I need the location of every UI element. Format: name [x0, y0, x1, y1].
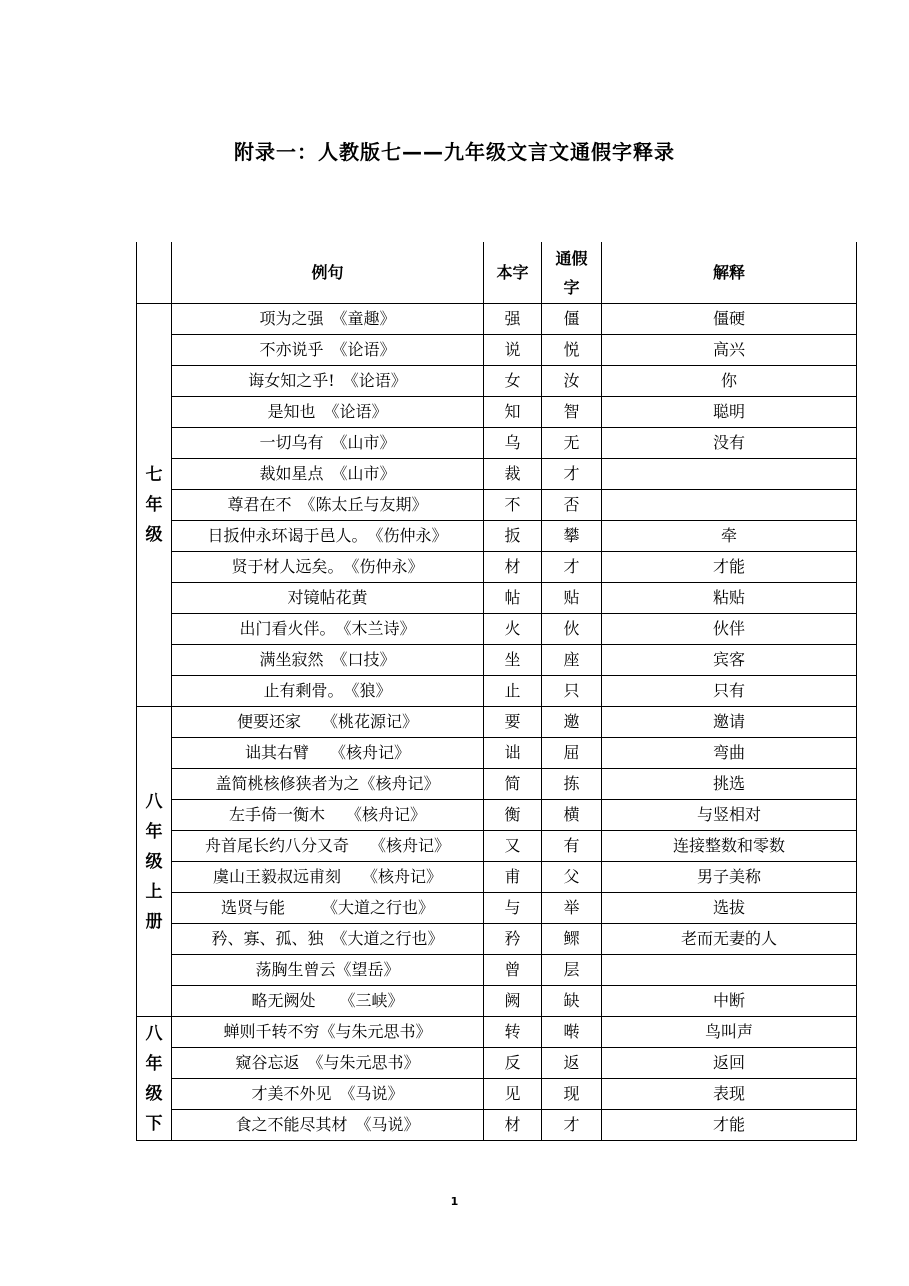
- example-cell: 盖简桃核修狭者为之《核舟记》: [172, 769, 484, 800]
- meaning-cell: 与竖相对: [602, 800, 857, 831]
- loan-char-cell: 伙: [542, 614, 602, 645]
- original-char-cell: 不: [484, 490, 542, 521]
- table-row: [137, 335, 857, 366]
- loan-char-cell: 僵: [542, 304, 602, 335]
- example-cell: 诎其右臂 《核舟记》: [172, 738, 484, 769]
- original-char-cell: 要: [484, 707, 542, 738]
- header-meaning: 解释: [602, 242, 857, 304]
- table-row: [137, 304, 857, 335]
- original-char-cell: 诎: [484, 738, 542, 769]
- original-char-cell: 与: [484, 893, 542, 924]
- table-row: [137, 397, 857, 428]
- header-original: 本字: [484, 242, 542, 304]
- example-cell: 是知也 《论语》: [172, 397, 484, 428]
- table-row: [137, 645, 857, 676]
- original-char-cell: 材: [484, 552, 542, 583]
- example-cell: 一切乌有 《山市》: [172, 428, 484, 459]
- meaning-cell: [602, 459, 857, 490]
- original-char-cell: 又: [484, 831, 542, 862]
- loan-char-cell: 横: [542, 800, 602, 831]
- example-cell: 便要还家 《桃花源记》: [172, 707, 484, 738]
- meaning-cell: 选拔: [602, 893, 857, 924]
- page-number: 1: [450, 1195, 459, 1208]
- loan-char-cell: 智: [542, 397, 602, 428]
- grade-label: 八年级下: [145, 1023, 163, 1134]
- meaning-cell: 邀请: [602, 707, 857, 738]
- meaning-cell: 你: [602, 366, 857, 397]
- example-cell: 不亦说乎 《论语》: [172, 335, 484, 366]
- meaning-cell: 只有: [602, 676, 857, 707]
- table-row: [137, 800, 857, 831]
- original-char-cell: 裁: [484, 459, 542, 490]
- original-char-cell: 见: [484, 1079, 542, 1110]
- meaning-cell: 中断: [602, 986, 857, 1017]
- example-cell: 出门看火伴。 《木兰诗》: [172, 614, 484, 645]
- loan-char-cell: 举: [542, 893, 602, 924]
- example-cell: 止有剩骨。 《狼》: [172, 676, 484, 707]
- header-grade: [137, 242, 172, 304]
- example-cell: 诲女知之乎! 《论语》: [172, 366, 484, 397]
- loan-char-cell: 鳏: [542, 924, 602, 955]
- original-char-cell: 帖: [484, 583, 542, 614]
- example-cell: 矜、寡、孤、独 《大道之行也》: [172, 924, 484, 955]
- table-row: [137, 924, 857, 955]
- loan-char-cell: 层: [542, 955, 602, 986]
- example-cell: 选贤与能 《大道之行也》: [172, 893, 484, 924]
- table-body: [137, 304, 857, 1141]
- table-row: [137, 521, 857, 552]
- original-char-cell: 反: [484, 1048, 542, 1079]
- example-cell: 满坐寂然 《口技》: [172, 645, 484, 676]
- example-cell: 对镜帖花黄: [172, 583, 484, 614]
- original-char-cell: 转: [484, 1017, 542, 1048]
- original-char-cell: 乌: [484, 428, 542, 459]
- loan-char-cell: 才: [542, 459, 602, 490]
- original-char-cell: 矜: [484, 924, 542, 955]
- loan-char-cell: 返: [542, 1048, 602, 1079]
- meaning-cell: 老而无妻的人: [602, 924, 857, 955]
- loan-char-cell: 啭: [542, 1017, 602, 1048]
- meaning-cell: 鸟叫声: [602, 1017, 857, 1048]
- header-loan-label: 通假字: [555, 248, 588, 297]
- table-row: [137, 459, 857, 490]
- example-cell: 略无阙处 《三峡》: [172, 986, 484, 1017]
- original-char-cell: 衡: [484, 800, 542, 831]
- meaning-cell: 牵: [602, 521, 857, 552]
- original-char-cell: 简: [484, 769, 542, 800]
- example-cell: 虞山王毅叔远甫刻 《核舟记》: [172, 862, 484, 893]
- table-row: [137, 1048, 857, 1079]
- tongjia-table: [136, 242, 857, 1141]
- example-cell: 食之不能尽其材 《马说》: [172, 1110, 484, 1141]
- meaning-cell: 返回: [602, 1048, 857, 1079]
- meaning-cell: 男子美称: [602, 862, 857, 893]
- table-header-row: [137, 242, 857, 304]
- loan-char-cell: 缺: [542, 986, 602, 1017]
- meaning-cell: 宾客: [602, 645, 857, 676]
- table-row: [137, 893, 857, 924]
- original-char-cell: 材: [484, 1110, 542, 1141]
- table-row: [137, 366, 857, 397]
- meaning-cell: 僵硬: [602, 304, 857, 335]
- original-char-cell: 阙: [484, 986, 542, 1017]
- example-cell: 日扳仲永环谒于邑人。 《伤仲永》: [172, 521, 484, 552]
- loan-char-cell: 悦: [542, 335, 602, 366]
- example-cell: 才美不外见 《马说》: [172, 1079, 484, 1110]
- table-row: [137, 614, 857, 645]
- meaning-cell: 挑选: [602, 769, 857, 800]
- loan-char-cell: 才: [542, 1110, 602, 1141]
- loan-char-cell: 攀: [542, 521, 602, 552]
- original-char-cell: 坐: [484, 645, 542, 676]
- table-row: [137, 955, 857, 986]
- meaning-cell: 表现: [602, 1079, 857, 1110]
- example-cell: 舟首尾长约八分又奇 《核舟记》: [172, 831, 484, 862]
- meaning-cell: 弯曲: [602, 738, 857, 769]
- table-row: [137, 769, 857, 800]
- meaning-cell: 粘贴: [602, 583, 857, 614]
- original-char-cell: 女: [484, 366, 542, 397]
- example-cell: 贤于材人远矣。 《伤仲永》: [172, 552, 484, 583]
- loan-char-cell: 父: [542, 862, 602, 893]
- example-cell: 荡胸生曾云《望岳》: [172, 955, 484, 986]
- original-char-cell: 说: [484, 335, 542, 366]
- table-row: [137, 1017, 857, 1048]
- loan-char-cell: 贴: [542, 583, 602, 614]
- meaning-cell: 高兴: [602, 335, 857, 366]
- grade-label: 七年级: [145, 465, 163, 545]
- table-row: [137, 738, 857, 769]
- loan-char-cell: 拣: [542, 769, 602, 800]
- table-row: [137, 831, 857, 862]
- original-char-cell: 甫: [484, 862, 542, 893]
- table-row: [137, 986, 857, 1017]
- table-row: [137, 1110, 857, 1141]
- original-char-cell: 曾: [484, 955, 542, 986]
- loan-char-cell: 才: [542, 552, 602, 583]
- example-cell: 项为之强 《童趣》: [172, 304, 484, 335]
- header-loan: [542, 242, 602, 304]
- table-row: [137, 428, 857, 459]
- loan-char-cell: 座: [542, 645, 602, 676]
- loan-char-cell: 汝: [542, 366, 602, 397]
- table-row: [137, 583, 857, 614]
- grade-cell: [137, 304, 172, 707]
- original-char-cell: 扳: [484, 521, 542, 552]
- loan-char-cell: 只: [542, 676, 602, 707]
- header-example: 例句: [172, 242, 484, 304]
- original-char-cell: 火: [484, 614, 542, 645]
- example-cell: 窥谷忘返 《与朱元思书》: [172, 1048, 484, 1079]
- loan-char-cell: 屈: [542, 738, 602, 769]
- loan-char-cell: 有: [542, 831, 602, 862]
- meaning-cell: 伙伴: [602, 614, 857, 645]
- meaning-cell: 聪明: [602, 397, 857, 428]
- original-char-cell: 止: [484, 676, 542, 707]
- meaning-cell: 没有: [602, 428, 857, 459]
- table-row: [137, 676, 857, 707]
- table-row: [137, 707, 857, 738]
- original-char-cell: 知: [484, 397, 542, 428]
- loan-char-cell: 邀: [542, 707, 602, 738]
- grade-cell: [137, 707, 172, 1017]
- meaning-cell: 才能: [602, 1110, 857, 1141]
- example-cell: 左手倚一衡木 《核舟记》: [172, 800, 484, 831]
- grade-cell: [137, 1017, 172, 1141]
- meaning-cell: [602, 955, 857, 986]
- table-row: [137, 490, 857, 521]
- loan-char-cell: 否: [542, 490, 602, 521]
- loan-char-cell: 现: [542, 1079, 602, 1110]
- example-cell: 裁如星点 《山市》: [172, 459, 484, 490]
- meaning-cell: [602, 490, 857, 521]
- page-title: 附录一：人教版七——九年级文言文通假字释录: [234, 140, 675, 164]
- meaning-cell: 才能: [602, 552, 857, 583]
- meaning-cell: 连接整数和零数: [602, 831, 857, 862]
- table-row: [137, 552, 857, 583]
- grade-label: 八年级上册: [145, 791, 163, 932]
- table-row: [137, 862, 857, 893]
- original-char-cell: 强: [484, 304, 542, 335]
- loan-char-cell: 无: [542, 428, 602, 459]
- table-row: [137, 1079, 857, 1110]
- example-cell: 蝉则千转不穷《与朱元思书》: [172, 1017, 484, 1048]
- example-cell: 尊君在不 《陈太丘与友期》: [172, 490, 484, 521]
